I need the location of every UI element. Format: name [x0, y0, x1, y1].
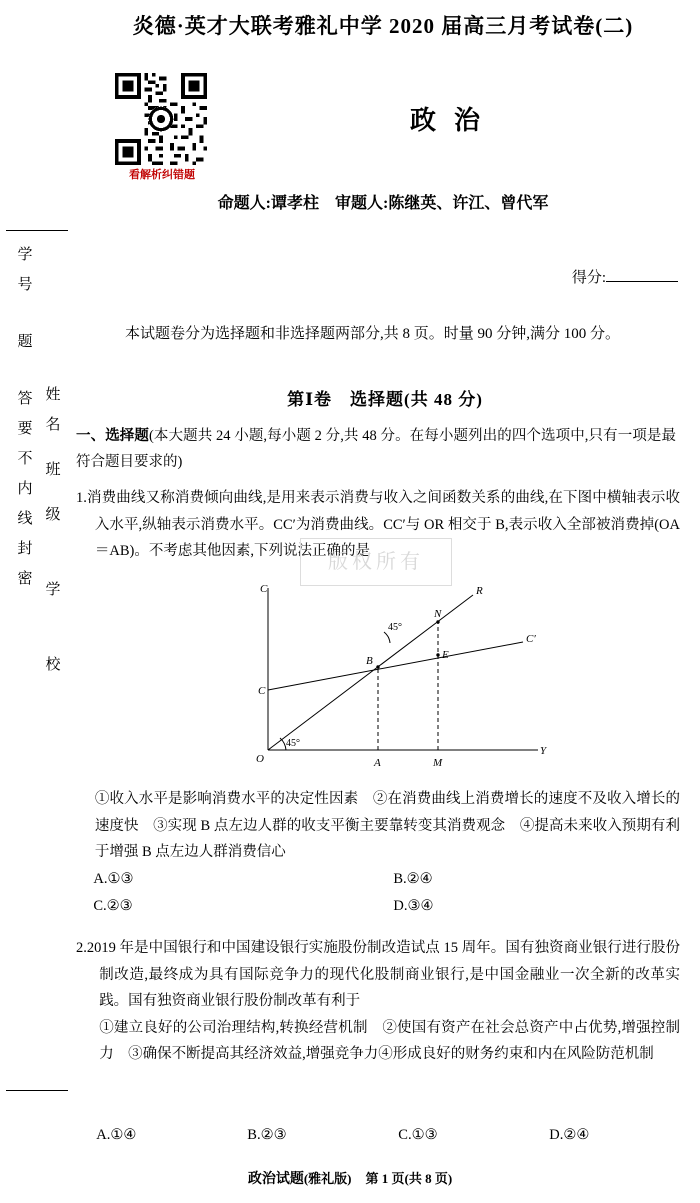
page-title: [76, 10, 690, 40]
figure-label-angle-bottom: 45°: [286, 738, 300, 749]
figure-point-b: [376, 665, 379, 668]
watermark: 版权所有: [300, 538, 452, 586]
question-2-stem: [76, 935, 680, 1015]
figure-label-o: O: [256, 753, 264, 765]
question-2-option-d[interactable]: D.②④: [549, 1127, 590, 1143]
question-2-number: 2.: [76, 940, 87, 956]
part-one-title: 第Ⅰ卷 选择题(共 48 分): [287, 390, 483, 409]
question-1-options-row-2: [76, 893, 680, 920]
qr-caption: 看解析纠错题: [129, 169, 195, 181]
question-1-option-b[interactable]: B.②④: [393, 871, 433, 887]
figure-label-e: E: [442, 649, 449, 661]
question-1-number: 1.: [76, 490, 87, 506]
question-1-statements-text: ①收入水平是影响消费水平的决定性因素 ②在消费曲线上消费增长的速度不及收入增长的速度快 ③实现 B 点左边人群的收支平衡主要靠转变其消费观念 ④提高未来收入预期有利于增强 B 点左边人群消费信心: [94, 791, 680, 860]
figure-label-c-left: C: [258, 685, 266, 697]
figure-label-a: A: [374, 757, 381, 769]
seal-column-left: 学 号 题 答 要 不 内 线 封 密: [17, 247, 33, 587]
authors-line: 命题人:谭孝柱 审题人:陈继英、许江、曾代军: [217, 195, 549, 212]
figure-label-r: R: [476, 585, 483, 597]
question-2-statements: ①建立良好的公司治理结构,转换经营机制 ②使国有资产在社会总资产中占优势,增强控制力 ③确保不断提高其经济效益,增强竞争力④形成良好的财务约束和内在风险防范机制: [99, 1019, 680, 1062]
score-blank[interactable]: [606, 267, 678, 282]
question-2-options: [76, 1127, 680, 1144]
seal-strip: [0, 0, 76, 1203]
figure-label-angle-top: 45°: [388, 622, 402, 633]
question-1-options-row-1: [76, 866, 680, 893]
score-field: [572, 266, 678, 287]
footer-subject: 政治试题: [247, 1172, 304, 1187]
question-1-options: [76, 866, 680, 919]
seal-line-top: [6, 230, 68, 231]
question-1-statements: [76, 786, 680, 866]
consumption-curve-figure: [238, 580, 558, 780]
exam-title: 炎德·英才大联考雅礼中学 2020 届高三月考试卷(二): [132, 14, 634, 38]
subject-title: 政治: [409, 106, 498, 135]
exam-instructions: [95, 320, 675, 348]
figure-label-m: M: [433, 757, 443, 769]
score-label: 得分:: [571, 270, 606, 286]
qr-code-icon[interactable]: [115, 73, 207, 165]
figure-label-n: N: [434, 608, 442, 620]
seal-line-bottom: [6, 1090, 68, 1091]
question-1-option-c[interactable]: C.②③: [93, 897, 133, 914]
question-2-option-a[interactable]: A.①④: [96, 1127, 137, 1143]
figure-label-c-top: C: [260, 583, 268, 595]
section-one-heading: [76, 423, 676, 475]
figure-point-e: [436, 653, 439, 656]
figure-label-c-prime: C′: [526, 633, 536, 645]
section-one-label: 一、选择题: [76, 428, 149, 444]
question-2: [76, 935, 680, 1068]
figure-label-y: Y: [540, 745, 547, 757]
exam-instructions-text: 本试题卷分为选择题和非选择题两部分,共 8 页。时量 90 分钟,满分 100 分。: [125, 326, 621, 342]
seal-column-right: 姓 名 班 级 学 校: [45, 387, 61, 673]
figure-label-b: B: [366, 655, 373, 667]
footer-version: (雅礼版): [303, 1171, 352, 1186]
question-2-option-b[interactable]: B.②③: [247, 1127, 287, 1143]
question-1-text: 消费曲线又称消费倾向曲线,是用来表示消费与收入之间函数关系的曲线,在下图中横轴表示收入水平,纵轴表示消费水平。CC′为消费曲线。CC′与 OR 相交于 B,表示收入全部被消费掉(OA＝AB)。不考虑其他因素,下列说法正确的是: [86, 490, 680, 559]
question-1-option-d[interactable]: D.③④: [393, 897, 434, 914]
question-2-option-c[interactable]: C.①③: [398, 1127, 438, 1143]
section-one-desc: (本大题共 24 小题,每小题 2 分,共 48 分。在每小题列出的四个选项中,只有一项是最符合题目要求的): [76, 428, 677, 470]
question-2-text: 2019 年是中国银行和中国建设银行实施股份制改造试点 15 周年。国有独资商业银行进行股份制改造,最终成为具有国际竞争力的现代化股制商业银行,是中国金融业一次全新的改革实践。国有独资商业银行股份制改革有利于: [86, 940, 680, 1009]
figure-point-n: [436, 620, 439, 623]
footer-page-number: 第 1 页(共 8 页): [365, 1171, 453, 1186]
question-1-option-a[interactable]: A.①③: [93, 871, 134, 887]
page-footer: [0, 1168, 700, 1188]
